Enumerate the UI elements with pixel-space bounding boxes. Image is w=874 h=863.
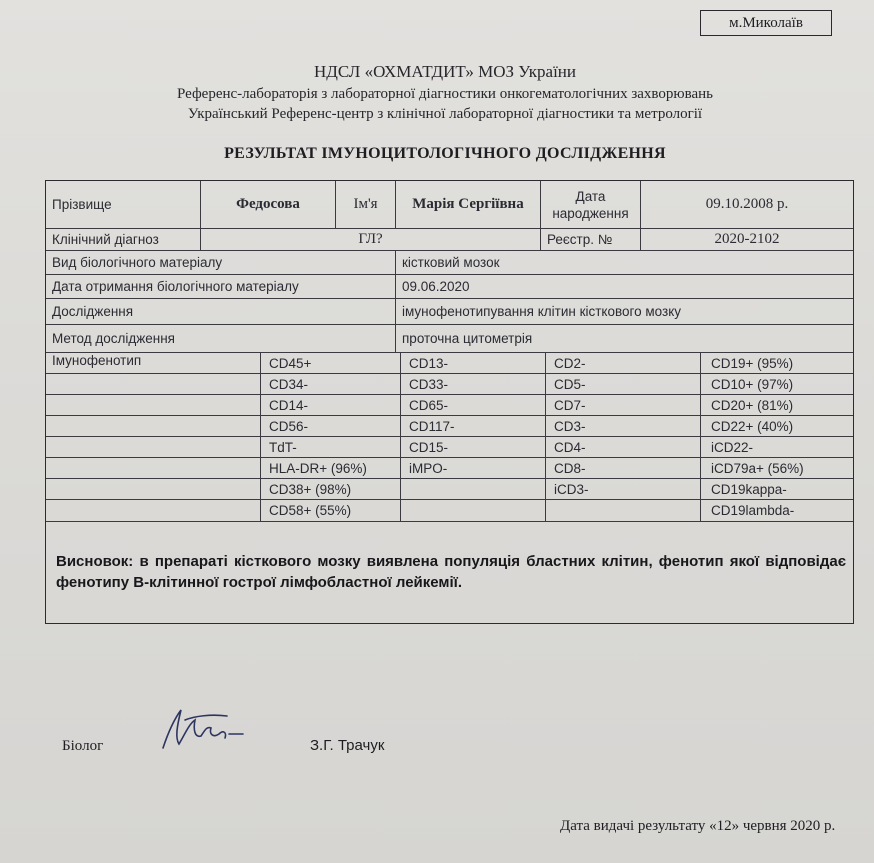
marker-cell: CD117- bbox=[401, 416, 546, 437]
marker-cell: CD10+ (97%) bbox=[701, 374, 853, 395]
marker-cell: CD38+ (98%) bbox=[261, 479, 401, 500]
material-label: Вид біологічного матеріалу bbox=[46, 251, 396, 275]
marker-cell: HLA-DR+ (96%) bbox=[261, 458, 401, 479]
study-label: Дослідження bbox=[46, 299, 396, 325]
marker-cell bbox=[401, 500, 546, 522]
marker-cell: CD5- bbox=[546, 374, 701, 395]
name-value: Марія Сергіївна bbox=[396, 181, 541, 229]
marker-cell: CD19lambda- bbox=[701, 500, 853, 522]
immuno-label: Імунофенотип bbox=[46, 353, 261, 374]
marker-cell: CD2- bbox=[546, 353, 701, 374]
marker-cell: CD20+ (81%) bbox=[701, 395, 853, 416]
marker-cell bbox=[546, 500, 701, 522]
marker-cell: CD15- bbox=[401, 437, 546, 458]
immuno-blank bbox=[46, 374, 261, 395]
marker-cell: TdT- bbox=[261, 437, 401, 458]
handwritten-signature bbox=[155, 700, 255, 760]
marker-cell: CD19kappa- bbox=[701, 479, 853, 500]
center-name: Український Референс-центр з клінічної лабораторної діагностики та метрології bbox=[187, 106, 703, 122]
signer-role: Біолог bbox=[62, 738, 104, 754]
name-label: Ім'я bbox=[336, 181, 396, 229]
marker-cell: iCD22- bbox=[701, 437, 853, 458]
marker-cell: iCD3- bbox=[546, 479, 701, 500]
marker-cell: iMPO- bbox=[401, 458, 546, 479]
marker-cell: CD19+ (95%) bbox=[701, 353, 853, 374]
org-name: НДСЛ «ОХМАТДИТ» МОЗ України bbox=[314, 62, 576, 81]
city-box: м.Миколаїв bbox=[700, 10, 832, 36]
immuno-blank bbox=[46, 416, 261, 437]
immuno-blank bbox=[46, 437, 261, 458]
surname-value: Федосова bbox=[201, 181, 336, 229]
immuno-blank bbox=[46, 395, 261, 416]
document-title: РЕЗУЛЬТАТ ІМУНОЦИТОЛОГІЧНОГО ДОСЛІДЖЕННЯ bbox=[224, 145, 666, 162]
study-value: імунофенотипування клітин кісткового мозку bbox=[396, 299, 853, 325]
marker-cell: CD3- bbox=[546, 416, 701, 437]
marker-cell: CD4- bbox=[546, 437, 701, 458]
immuno-blank bbox=[46, 500, 261, 522]
marker-cell: CD13- bbox=[401, 353, 546, 374]
marker-cell: CD22+ (40%) bbox=[701, 416, 853, 437]
reg-value: 2020-2102 bbox=[641, 229, 853, 251]
received-label: Дата отримання біологічного матеріалу bbox=[46, 275, 396, 299]
result-table bbox=[45, 180, 854, 624]
marker-cell: iCD79a+ (56%) bbox=[701, 458, 853, 479]
marker-cell: CD33- bbox=[401, 374, 546, 395]
issue-date: Дата видачі результату «12» червня 2020 р. bbox=[560, 818, 836, 834]
method-value: проточна цитометрія bbox=[396, 325, 853, 353]
surname-label: Прізвище bbox=[46, 181, 201, 229]
marker-cell: CD8- bbox=[546, 458, 701, 479]
immuno-blank bbox=[46, 479, 261, 500]
received-value: 09.06.2020 bbox=[396, 275, 853, 299]
lab-name: Референс-лабораторія з лабораторної діагностики онкогематологічних захворювань bbox=[176, 86, 714, 102]
diagnosis-value: ГЛ? bbox=[201, 229, 541, 251]
marker-cell: CD65- bbox=[401, 395, 546, 416]
dob-value: 09.10.2008 р. bbox=[641, 181, 853, 229]
marker-cell bbox=[401, 479, 546, 500]
immuno-blank bbox=[46, 458, 261, 479]
marker-cell: CD14- bbox=[261, 395, 401, 416]
marker-cell: CD45+ bbox=[261, 353, 401, 374]
material-value: кістковий мозок bbox=[396, 251, 853, 275]
dob-label: Дата народження bbox=[541, 181, 641, 229]
diagnosis-label: Клінічний діагноз bbox=[46, 229, 201, 251]
signer-name: З.Г. Трачук bbox=[310, 737, 385, 754]
marker-cell: CD34- bbox=[261, 374, 401, 395]
conclusion-text: Висновок: в препараті кісткового мозку виявлена популяція бластних клітин, фенотип якої відповідає фенотипу В-клітинної гострої лімфобластної лейкемії. bbox=[56, 553, 846, 591]
marker-cell: CD56- bbox=[261, 416, 401, 437]
marker-cell: CD7- bbox=[546, 395, 701, 416]
marker-cell: CD58+ (55%) bbox=[261, 500, 401, 522]
reg-label: Реєстр. № bbox=[541, 229, 641, 251]
method-label: Метод дослідження bbox=[46, 325, 396, 353]
